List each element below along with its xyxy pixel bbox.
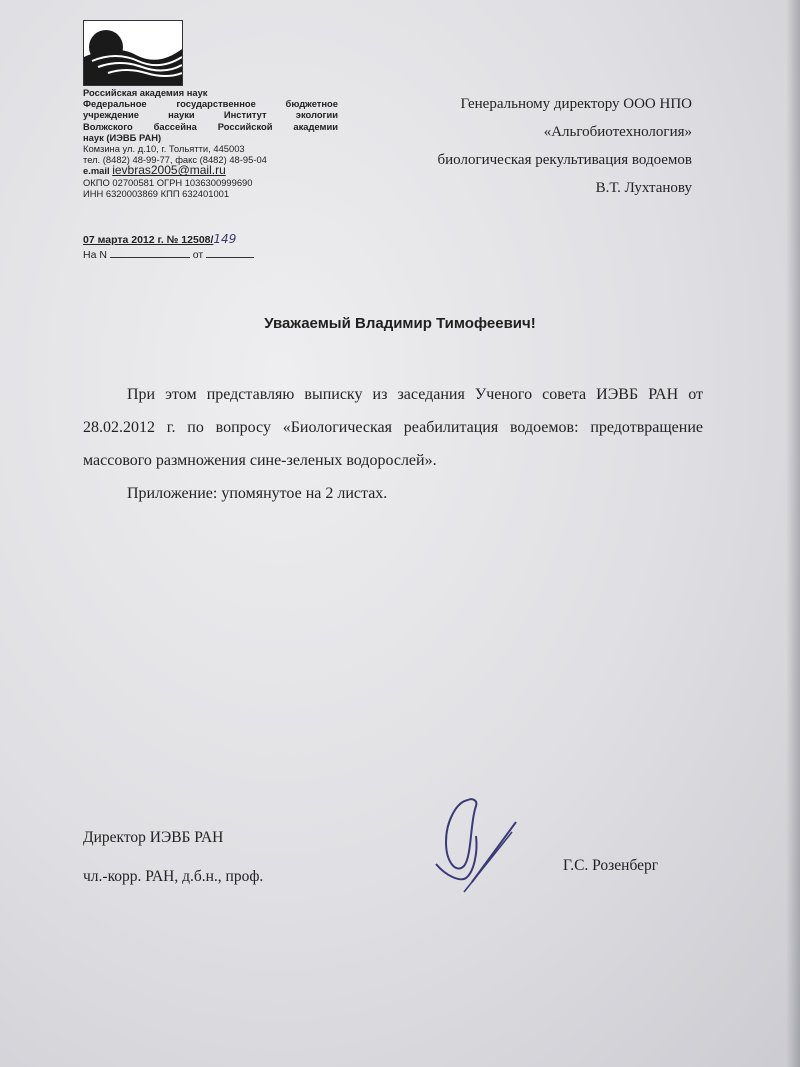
outgoing-date-number: 07 марта 2012 г. № 12508/: [83, 234, 214, 246]
handwritten-signature: [416, 792, 528, 904]
email-label: e.mail: [83, 165, 110, 177]
salutation: Уважаемый Владимир Тимофеевич!: [264, 315, 536, 332]
org-email-row: [83, 165, 338, 176]
org-line: Российская академия наук: [83, 87, 208, 98]
org-okpo: ОКПО 02700581 ОГРН 1036300999690: [83, 176, 253, 188]
addressee-line: В.Т. Лухтанову: [595, 180, 692, 196]
reply-date-blank: [206, 247, 254, 258]
addressee-line: «Альгобиотехнология»: [543, 124, 692, 140]
handwritten-number: 149: [213, 232, 237, 246]
org-line: Федеральное государственное бюджетное: [83, 98, 338, 110]
addressee-line: биологическая рекультивация водоемов: [437, 152, 692, 168]
addressee-line: Генеральному директору ООО НПО: [460, 96, 692, 112]
email-link[interactable]: ievbras2005@mail.ru: [112, 163, 226, 178]
reply-number-blank: [110, 247, 190, 258]
signatory-title-line: Директор ИЭВБ РАН: [83, 829, 224, 846]
org-address: Комзина ул. д.10, г. Тольятти, 445003: [83, 143, 245, 155]
body-paragraph: Приложение: упомянутое на 2 листах.: [127, 485, 388, 502]
org-line: наук (ИЭВБ РАН): [83, 131, 162, 143]
org-line: Волжского бассейна Российской академии: [83, 120, 338, 132]
signatory-name: Г.С. Розенберг: [563, 857, 659, 874]
institute-logo: [83, 20, 183, 86]
page-edge-shadow: [786, 0, 800, 1067]
signatory-title: [83, 818, 263, 896]
letter-body: [83, 378, 703, 510]
body-paragraph: При этом представляю выписку из заседания Ученого совета ИЭВБ РАН от 28.02.2012 г. по вопросу «Биологическая реабилитация водоемов: предотвращение массового размножения сине-зеленых водорослей».: [83, 386, 703, 469]
signatory-title-line: чл.-корр. РАН, д.б.н., проф.: [83, 868, 264, 885]
org-inn: ИНН 6320003869 КПП 632401001: [83, 187, 230, 199]
addressee-block: [372, 90, 692, 202]
from-label: от: [192, 249, 204, 261]
org-phone: тел. (8482) 48-99-77, факс (8482) 48-95-04: [83, 154, 267, 166]
letterhead: [83, 87, 338, 199]
reply-label: На N: [83, 249, 107, 261]
reference-block: [83, 233, 254, 262]
org-line: учреждение науки Институт экологии: [83, 109, 338, 121]
